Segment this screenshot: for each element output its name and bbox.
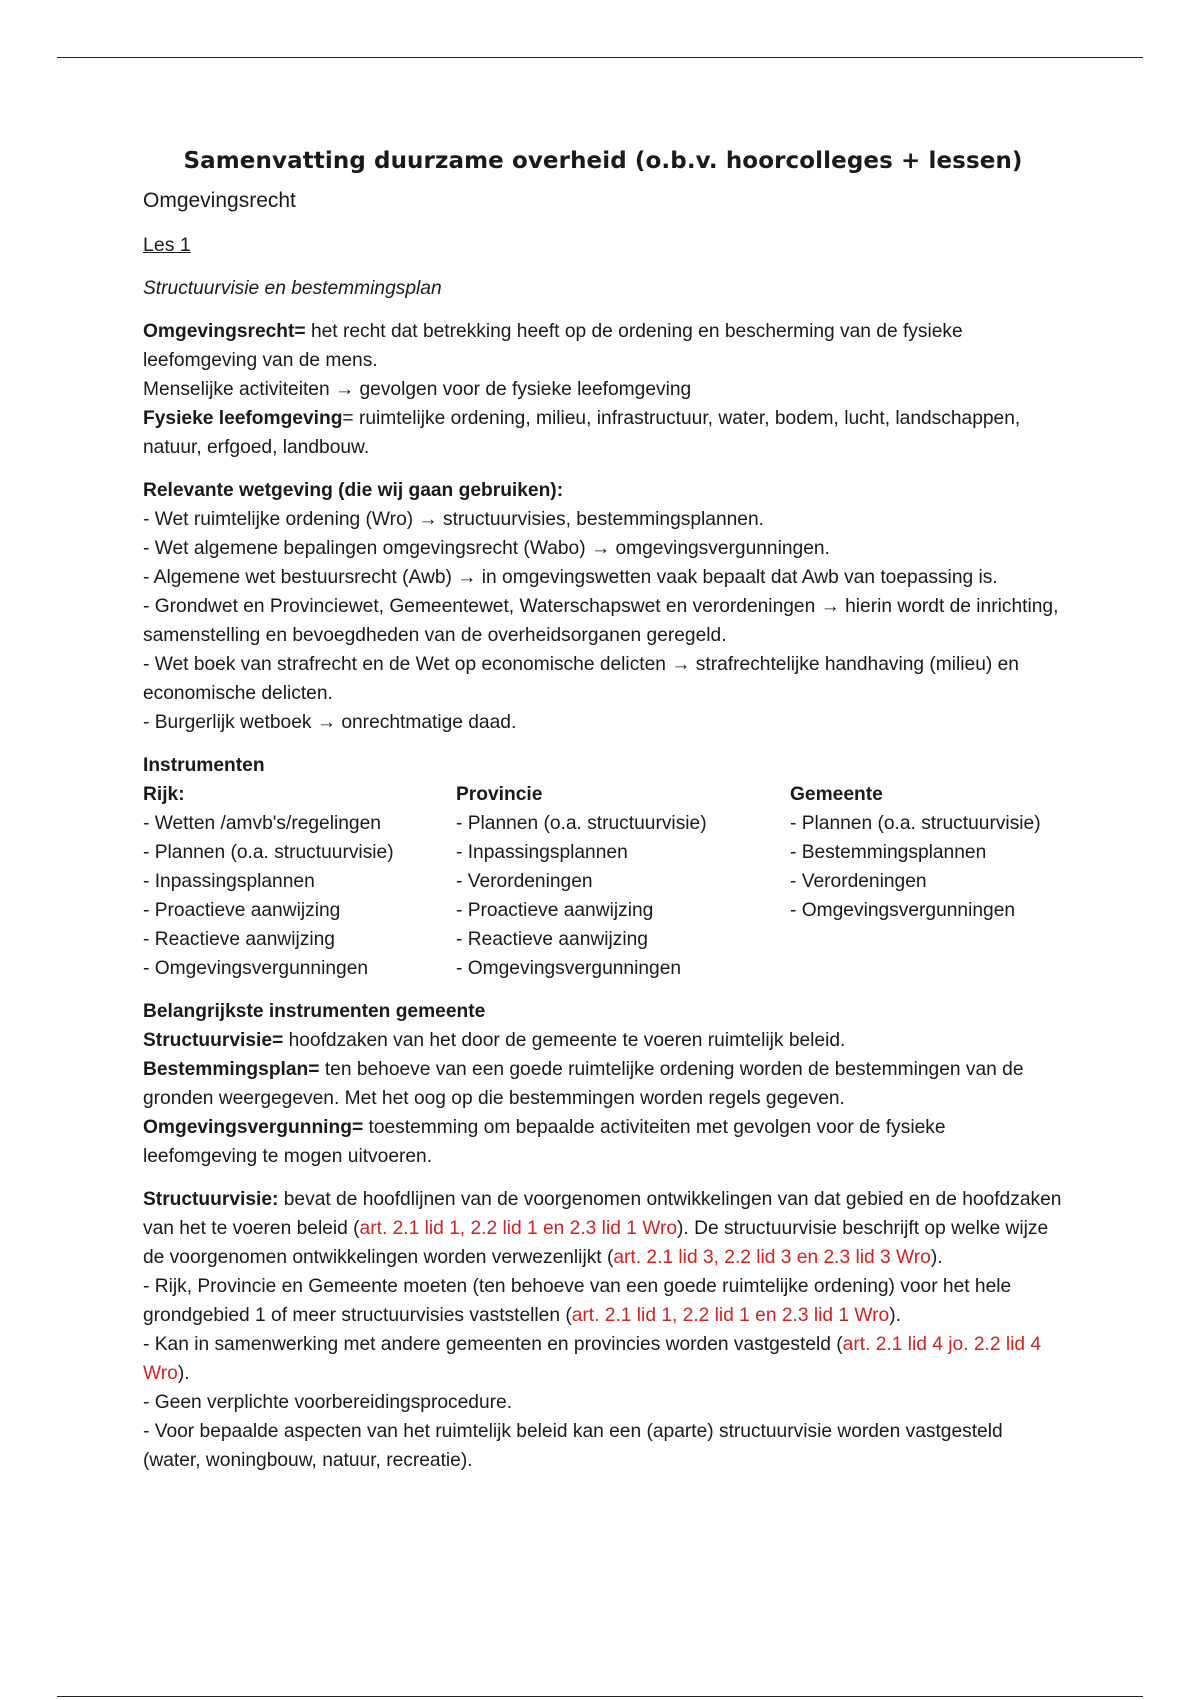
definition-omgevingsvergunning: toestemming om bepaalde activiteiten met gevolgen voor de fysieke leefomgeving te mogen uitvoeren.: [143, 1117, 946, 1167]
column-title-provincie: Provincie: [456, 784, 543, 805]
footer-rule: [57, 1696, 1143, 1697]
list-item: - Inpassingsplannen: [143, 871, 315, 892]
section-heading: Omgevingsrecht: [143, 189, 296, 212]
instruments-block: [143, 751, 1063, 983]
list-item: - Verordeningen: [456, 871, 593, 892]
list-item: - Plannen (o.a. structuurvisie): [456, 813, 707, 834]
list-item: - Omgevingsvergunningen: [790, 900, 1016, 921]
bullet-text: ).: [889, 1305, 901, 1326]
lesson-heading: Les 1: [143, 234, 191, 256]
structuurvisie-bullet: [143, 1272, 1063, 1330]
list-item: - Bestemmingsplannen: [790, 842, 987, 863]
structuurvisie-text: ).: [930, 1247, 943, 1268]
header-rule: [57, 57, 1143, 58]
legislation-item: - Wet ruimtelijke ordening (Wro) → structuurvisies, bestemmingsplannen.: [143, 509, 764, 530]
intro-paragraph: [143, 317, 1063, 462]
list-item: - Omgevingsvergunningen: [143, 958, 369, 979]
column-title-gemeente: Gemeente: [790, 784, 883, 805]
term-fysieke-leefomgeving: Fysieke leefomgeving: [143, 408, 343, 429]
list-item: - Wetten /amvb's/regelingen: [143, 813, 381, 834]
list-item: - Omgevingsvergunningen: [456, 958, 682, 979]
instruments-heading: Instrumenten: [143, 755, 265, 776]
structuurvisie-term: Structuurvisie:: [143, 1189, 279, 1210]
document-title: Samenvatting duurzame overheid (o.b.v. hoorcolleges + lessen): [183, 148, 1023, 174]
legislation-item: - Grondwet en Provinciewet, Gemeentewet, Waterschapswet en verordeningen → hierin wordt de inrichting, samenstelling en bevoegdheden van de overheidsorganen geregeld.: [143, 596, 1059, 646]
term-omgevingsvergunning: Omgevingsvergunning=: [143, 1117, 364, 1138]
document-page: [143, 146, 1063, 1489]
bullet-text: - Kan in samenwerking met andere gemeenten en provincies worden vastgesteld (: [143, 1334, 843, 1355]
column-title-rijk: Rijk:: [143, 784, 185, 805]
article-reference: art. 2.1 lid 1, 2.2 lid 1 en 2.3 lid 1 Wro: [359, 1218, 678, 1239]
structuurvisie-bullet: - Voor bepaalde aspecten van het ruimtelijk beleid kan een (aparte) structuurvisie worden vastgesteld (water, woningbouw, natuur, recreatie).: [143, 1421, 1003, 1471]
column-provincie: [456, 780, 790, 983]
list-item: - Verordeningen: [790, 871, 927, 892]
term-bestemmingsplan: Bestemmingsplan=: [143, 1059, 320, 1080]
bullet-text: - Rijk, Provincie en Gemeente moeten (ten behoeve van een goede ruimtelijke ordening) voor het hele grondgebied 1 of meer structuurvisies vaststellen (: [143, 1276, 1012, 1326]
structuurvisie-bullet: [143, 1330, 1063, 1388]
structuurvisie-text: bevat de hoofdlijnen van de voorgenomen ontwikkelingen van dat gebied en de hoofdzaken van het te voeren beleid (: [143, 1189, 1062, 1239]
term-structuurvisie: Structuurvisie=: [143, 1030, 284, 1051]
instruments-columns: [143, 780, 1063, 983]
structuurvisie-bullet: - Geen verplichte voorbereidingsprocedure.: [143, 1392, 513, 1413]
intro-line-activities: Menselijke activiteiten → gevolgen voor de fysieke leefomgeving: [143, 379, 692, 400]
legislation-item: - Algemene wet bestuursrecht (Awb) → in omgevingswetten vaak bepaalt dat Awb van toepassing is.: [143, 567, 998, 588]
key-instruments-heading: Belangrijkste instrumenten gemeente: [143, 1001, 486, 1022]
list-item: - Proactieve aanwijzing: [143, 900, 341, 921]
list-item: - Inpassingsplannen: [456, 842, 628, 863]
definition-structuurvisie: hoofdzaken van het door de gemeente te voeren ruimtelijk beleid.: [283, 1030, 846, 1051]
legislation-block: [143, 476, 1063, 737]
definition-bestemmingsplan: ten behoeve van een goede ruimtelijke ordening worden de bestemmingen van de gronden weergegeven. Met het oog op die bestemmingen worden regels gegeven.: [143, 1059, 1024, 1109]
legislation-item: - Wet algemene bepalingen omgevingsrecht (Wabo) → omgevingsvergunningen.: [143, 538, 830, 559]
list-item: - Plannen (o.a. structuurvisie): [790, 813, 1041, 834]
list-item: - Reactieve aanwijzing: [456, 929, 648, 950]
subtitle: Structuurvisie en bestemmingsplan: [143, 278, 442, 299]
list-item: - Reactieve aanwijzing: [143, 929, 335, 950]
article-reference: art. 2.1 lid 1, 2.2 lid 1 en 2.3 lid 1 Wro: [571, 1305, 890, 1326]
article-reference: art. 2.1 lid 4 jo. 2.2 lid 4 Wro: [143, 1334, 1042, 1384]
structuurvisie-text: ). De structuurvisie beschrijft op welke wijze de voorgenomen ontwikkelingen worden verwezenlijkt (: [143, 1218, 1049, 1268]
bullet-text: ).: [177, 1363, 190, 1384]
term-omgevingsrecht: Omgevingsrecht=: [143, 321, 306, 342]
definition-omgevingsrecht: het recht dat betrekking heeft op de ordening en bescherming van de fysieke leefomgeving van de mens.: [143, 321, 963, 371]
legislation-heading: Relevante wetgeving (die wij gaan gebruiken):: [143, 480, 564, 501]
legislation-item: - Burgerlijk wetboek → onrechtmatige daad.: [143, 712, 517, 733]
column-rijk: [143, 780, 456, 983]
list-item: - Proactieve aanwijzing: [456, 900, 654, 921]
structuurvisie-block: [143, 1185, 1063, 1475]
definition-fysieke-leefomgeving: = ruimtelijke ordening, milieu, infrastructuur, water, bodem, lucht, landschappen, natuur, erfgoed, landbouw.: [143, 408, 1021, 458]
key-instruments-block: [143, 997, 1063, 1171]
article-reference: art. 2.1 lid 3, 2.2 lid 3 en 2.3 lid 3 Wro: [613, 1247, 931, 1268]
list-item: - Plannen (o.a. structuurvisie): [143, 842, 394, 863]
legislation-item: - Wet boek van strafrecht en de Wet op economische delicten → strafrechtelijke handhaving (milieu) en economische delicten.: [143, 654, 1019, 704]
column-gemeente: [790, 780, 1063, 983]
